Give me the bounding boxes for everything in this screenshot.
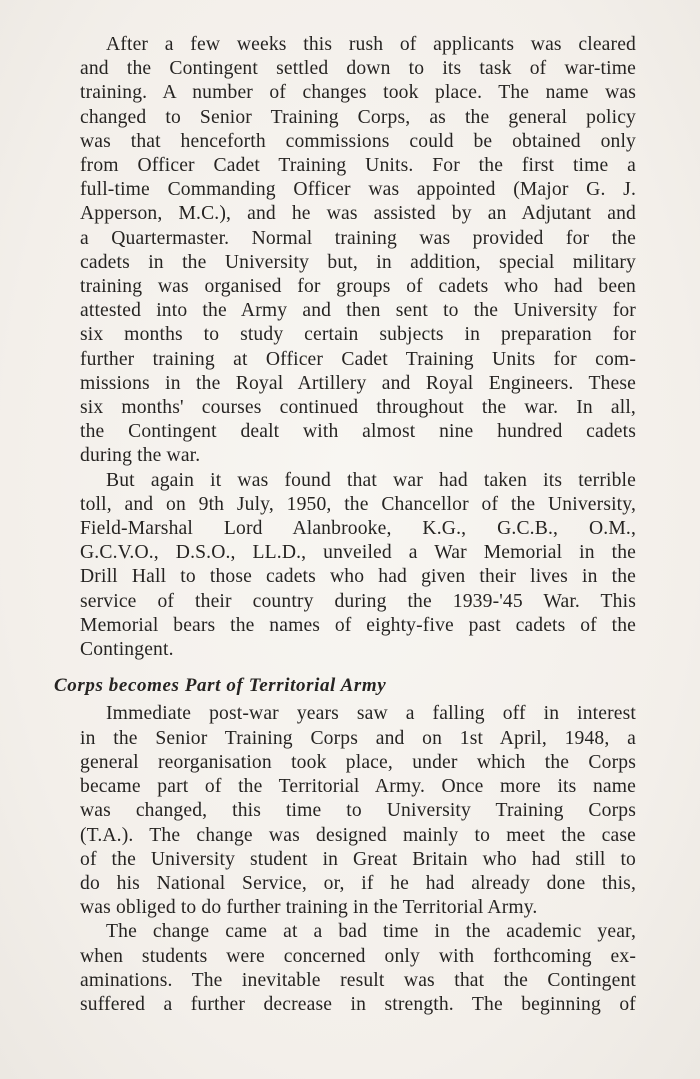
text-line: full-time Commanding Officer was appointed (Major G. J. (80, 179, 636, 201)
text-line: Apperson, M.C.), and he was assisted by an Adjutant and (80, 203, 636, 225)
text-line: aminations. The inevitable result was that the Contingent (80, 969, 636, 991)
text-line: during the war. (80, 445, 201, 467)
text-line: Immediate post-war years saw a falling off in interest (106, 703, 636, 725)
text-line: The change came at a bad time in the academic year, (106, 921, 636, 943)
text-line: After a few weeks this rush of applicants was cleared (106, 34, 636, 55)
text-line: Memorial bears the names of eighty-five past cadets of the (80, 614, 636, 636)
text-line: toll, and on 9th July, 1950, the Chancellor of the University, (80, 493, 636, 515)
text-line: the Contingent dealt with almost nine hundred cadets (80, 421, 636, 443)
text-line: missions in the Royal Artillery and Royal Engineers. These (80, 372, 636, 394)
text-line: suffered a further decrease in strength. The beginning of (80, 993, 636, 1015)
text-line: G.C.V.O., D.S.O., LL.D., unveiled a War Memorial in the (80, 542, 636, 564)
text-line: Corps becomes Part of Territorial Army (54, 675, 387, 697)
text-line: changed to Senior Training Corps, as the general policy (80, 106, 636, 128)
text-line: of the University student in Great Britain who had still to (80, 848, 636, 870)
body-paragraph (54, 33, 636, 469)
text-line: training was organised for groups of cadets who had been (80, 276, 636, 298)
text-line: general reorganisation took place, under which the Corps (80, 751, 636, 773)
section-heading (54, 674, 636, 698)
text-line: became part of the Territorial Army. Once more its name (80, 776, 636, 798)
text-line: was that henceforth commissions could be obtained only (80, 130, 636, 152)
body-paragraph (54, 469, 636, 663)
text-line: attested into the Army and then sent to the University for (80, 300, 636, 322)
text-line: a Quartermaster. Normal training was provided for the (80, 227, 636, 249)
text-line: Drill Hall to those cadets who had given their lives in the (80, 566, 636, 588)
text-line: was obliged to do further training in the Territorial Army. (80, 897, 538, 919)
text-line: do his National Service, or, if he had already done this, (80, 872, 636, 894)
text-line: was changed, this time to University Training Corps (80, 800, 636, 822)
text-line: (T.A.). The change was designed mainly to meet the case (80, 824, 636, 846)
text-line: from Officer Cadet Training Units. For the first time a (80, 155, 636, 177)
text-line: further training at Officer Cadet Training Units for com- (80, 348, 636, 370)
text-line: But again it was found that war had taken its terrible (106, 469, 636, 491)
text-line: six months to study certain subjects in preparation for (80, 324, 636, 346)
text-line: when students were concerned only with forthcoming ex- (80, 945, 636, 967)
text-line: and the Contingent settled down to its task of war-time (80, 58, 636, 80)
text-line: cadets in the University but, in addition, special military (80, 251, 636, 273)
body-paragraph (54, 920, 636, 1017)
text-line: Contingent. (80, 639, 174, 661)
document-body-text (54, 33, 636, 1017)
text-line: training. A number of changes took place. The name was (80, 82, 636, 104)
text-line: six months' courses continued throughout the war. In all, (80, 397, 636, 419)
text-line: service of their country during the 1939-'45 War. This (80, 590, 636, 612)
body-paragraph (54, 702, 636, 920)
text-line: Field-Marshal Lord Alanbrooke, K.G., G.C.B., O.M., (80, 518, 636, 540)
text-line: in the Senior Training Corps and on 1st April, 1948, a (80, 727, 636, 749)
